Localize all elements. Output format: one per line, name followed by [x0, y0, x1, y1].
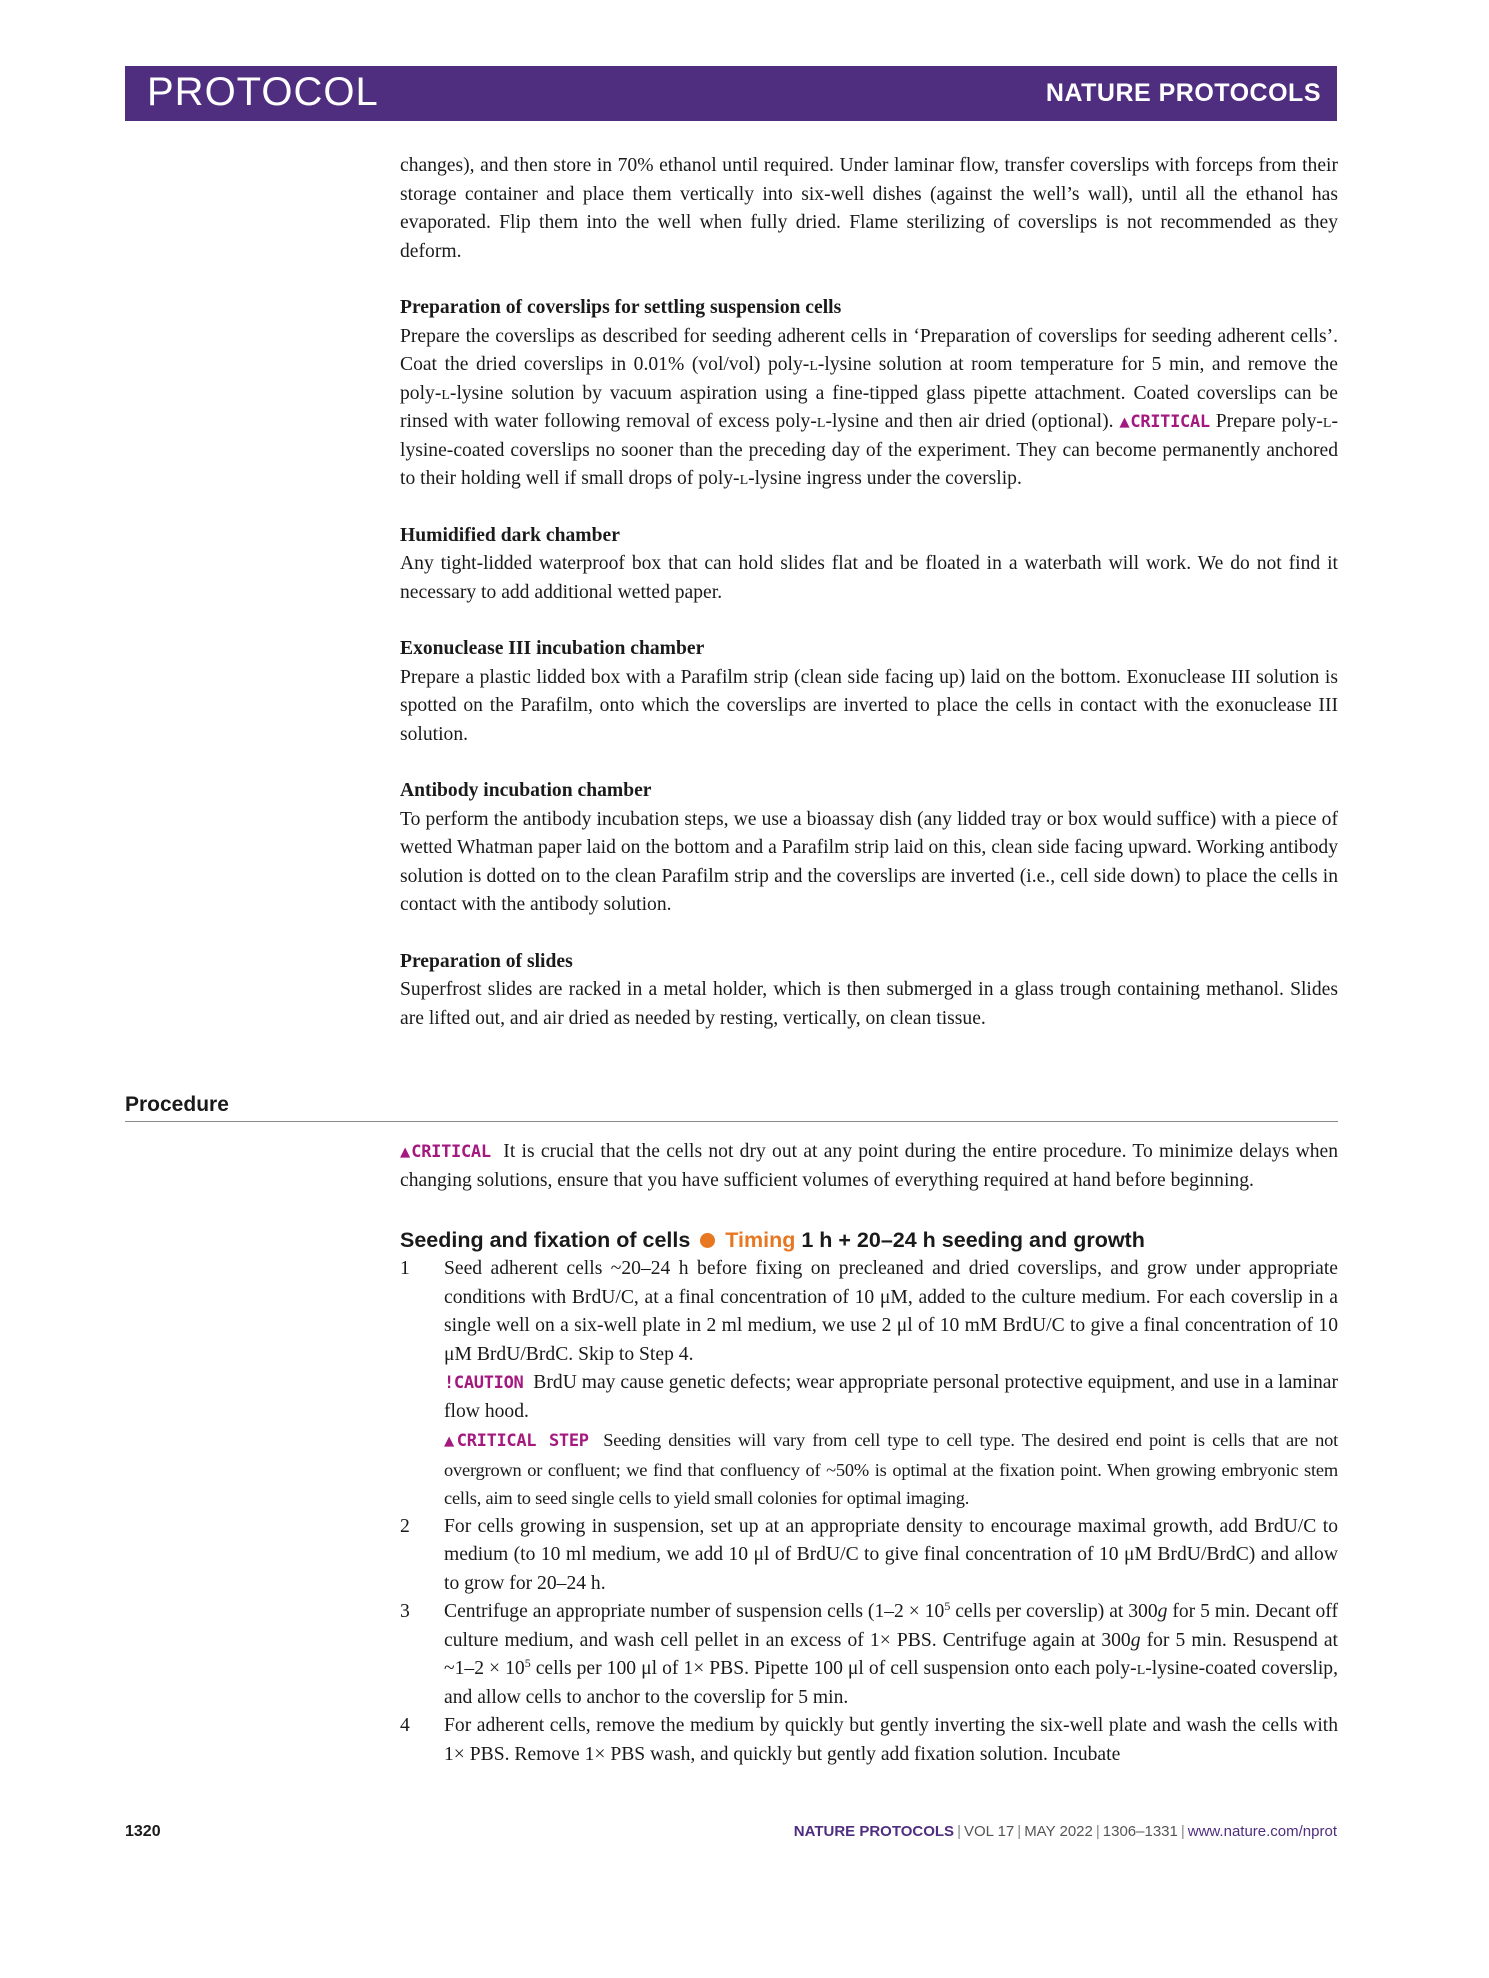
- footer-pages: 1306–1331: [1102, 1823, 1178, 1840]
- step-text: For cells growing in suspension, set up at an appropriate density to encourage maximal growth, add BrdU/C to medium (to 10 ml medium, we add 10 μl of BrdU/C to give final concentration of 10 μM BrdU/BrdC) and allow to grow for 20–24 h.: [444, 1515, 1338, 1594]
- section-body: Prepare the coverslips as described for seeding adherent cells in ‘Preparation of coverslips for seeding adherent cells’. Coat the dried coverslips in 0.01% (vol/vol) poly-l-lysine solution at room temperature for 5 min, and remove the poly-l-lysine solution by vacuum aspiration using a fine-tipped glass pipette attachment. Coated coverslips can be rinsed with water following removal of excess poly-l-lysine and then air dried (optional). ▲CRITICAL Prepare poly-l-lysine-coated coverslips no sooner than the preceding day of the experiment. They can become permanently anchored to their holding well if small drops of poly-l-lysine ingress under the coverslip.: [400, 325, 1338, 489]
- section-body: Any tight-lidded waterproof box that can hold slides flat and be floated in a waterbath will work. We do not find it necessary to add additional wetted paper.: [400, 553, 1338, 603]
- footer-url-link[interactable]: www.nature.com/nprot: [1187, 1823, 1337, 1840]
- step-text: Centrifuge an appropriate number of suspension cells ($1-2 \times 10^5$ cells per coverslip) at 300g for 5 min. Decant off culture medium, and wash cell pellet in an excess of 1× PBS. Centrifuge again at 300g for 5 min. Resuspend at ~1–2 × $10^5$ cells per 100 μl of 1× PBS. Pipette 100 μl of cell suspension onto each poly-l-lysine-coated coverslip, and allow cells to anchor to the coverslip for 5 min.: [444, 1599, 1339, 1708]
- intro-paragraph: changes), and then store in 70% ethanol until required. Under laminar flow, transfer coverslips with forceps from their storage container and place them vertically into six-well dishes (against the well’s wall), until all the ethanol has evaporated. Flip them into the well when fully dried. Flame sterilizing of coverslips is not recommended as they deform.: [400, 155, 1338, 262]
- step-number: 4: [400, 1715, 410, 1736]
- header-bar: [125, 66, 1337, 121]
- timing-value: 1 h + 20–24 h seeding and growth: [801, 1228, 1145, 1252]
- procedure-label: Procedure: [125, 1093, 229, 1116]
- step-number: 2: [400, 1515, 410, 1537]
- procedure-critical-note: ▲CRITICAL It is crucial that the cells not dry out at any point during the entire procedure. To minimize delays when changing solutions, ensure that you have sufficient volumes of everything required at hand before beginning.: [400, 1141, 1339, 1191]
- footer-citation: NATURE PROTOCOLS | VOL 17 | MAY 2022 | 1306–1331 | www.nature.com/nprot: [793, 1823, 1337, 1840]
- caution-label: !CAUTION: [444, 1373, 524, 1393]
- footer-volume: VOL 17: [963, 1823, 1015, 1840]
- section-body: Prepare a plastic lidded box with a Parafilm strip (clean side facing up) laid on the bottom. Exonuclease III solution is spotted on the Parafilm, onto which the coverslips are inverted to place the cells in contact with the exonuclease III solution.: [400, 666, 1338, 745]
- section-suspension-coverslips: [400, 294, 1338, 494]
- step-group-heading: Seeding and fixation of cells Timing 1 h + 20–24 h seeding and growth: [400, 1228, 1145, 1252]
- section-slides: [400, 948, 1338, 1034]
- critical-step-label: ▲CRITICAL STEP: [444, 1431, 589, 1451]
- step-text: Seed adherent cells ~20–24 h before fixing on precleaned and dried coverslips, and grow under appropriate conditions with BrdU/C, at a final concentration of 10 μM, added to the culture medium. For each coverslip in a single well on a six-well plate in 2 ml medium, we use 2 μl of 10 mM BrdU/C to give a final concentration of 10 μM BrdU/BrdC. Skip to Step 4.: [444, 1258, 1338, 1365]
- section-antibody-chamber: [400, 777, 1338, 920]
- step-critical-step: ▲CRITICAL STEP Seeding densities will vary from cell type to cell type. The desired end point is cells that are not overgrown or confluent; we find that confluency of ~50% is optimal at the fixation point. When growing embryonic stem cells, aim to seed single cells to yield small colonies for optimal imaging.: [444, 1430, 1339, 1508]
- step-text: For adherent cells, remove the medium by quickly but gently inverting the six-well plate and wash the cells with 1× PBS. Remove 1× PBS wash, and quickly but gently add fixation solution. Incubate: [444, 1715, 1338, 1765]
- footer-date: MAY 2022: [1024, 1823, 1093, 1840]
- section-exonuclease-chamber: [400, 635, 1338, 749]
- header-section-label: PROTOCOL: [147, 70, 379, 114]
- materials-column: [400, 152, 1338, 1033]
- critical-label: ▲CRITICAL: [1119, 412, 1210, 432]
- procedure-step-2: [400, 1513, 1338, 1599]
- footer-journal: NATURE PROTOCOLS: [793, 1823, 955, 1840]
- step-caution: !CAUTION BrdU may cause genetic defects; wear appropriate personal protective equipment, and use in a laminar flow hood.: [444, 1372, 1339, 1422]
- section-title: Preparation of slides: [400, 950, 573, 972]
- critical-label: ▲CRITICAL: [400, 1142, 491, 1162]
- section-title: Antibody incubation chamber: [400, 780, 652, 801]
- section-body: Superfrost slides are racked in a metal holder, which is then submerged in a glass trough containing methanol. Slides are lifted out, and air dried as needed by resting, vertically, on clean tissue.: [400, 979, 1338, 1029]
- procedure-step-3: [400, 1598, 1338, 1712]
- procedure-divider: [125, 1121, 1338, 1122]
- timing-dot-icon: [700, 1233, 715, 1248]
- timing-label: Timing: [725, 1228, 796, 1252]
- procedure-step-4: [400, 1712, 1338, 1769]
- section-title: Exonuclease III incubation chamber: [400, 638, 705, 659]
- step-number: 1: [400, 1258, 410, 1279]
- step-number: 3: [400, 1601, 410, 1622]
- header-journal-name: NATURE PROTOCOLS: [1045, 79, 1321, 107]
- page-number: 1320: [125, 1823, 161, 1840]
- section-title: Preparation of coverslips for settling suspension cells: [400, 297, 842, 318]
- section-dark-chamber: [400, 522, 1338, 608]
- section-title: Humidified dark chamber: [400, 524, 620, 546]
- section-body: To perform the antibody incubation steps, we use a bioassay dish (any lidded tray or box would suffice) with a piece of wetted Whatman paper laid on the bottom and a Parafilm strip laid on this, clean side facing upward. Working antibody solution is dotted on to the clean Parafilm strip and the coverslips are inverted (i.e., cell side down) to place the cells in contact with the antibody solution.: [400, 808, 1338, 915]
- procedure-column: [400, 1138, 1338, 1769]
- procedure-step-1: [400, 1255, 1338, 1513]
